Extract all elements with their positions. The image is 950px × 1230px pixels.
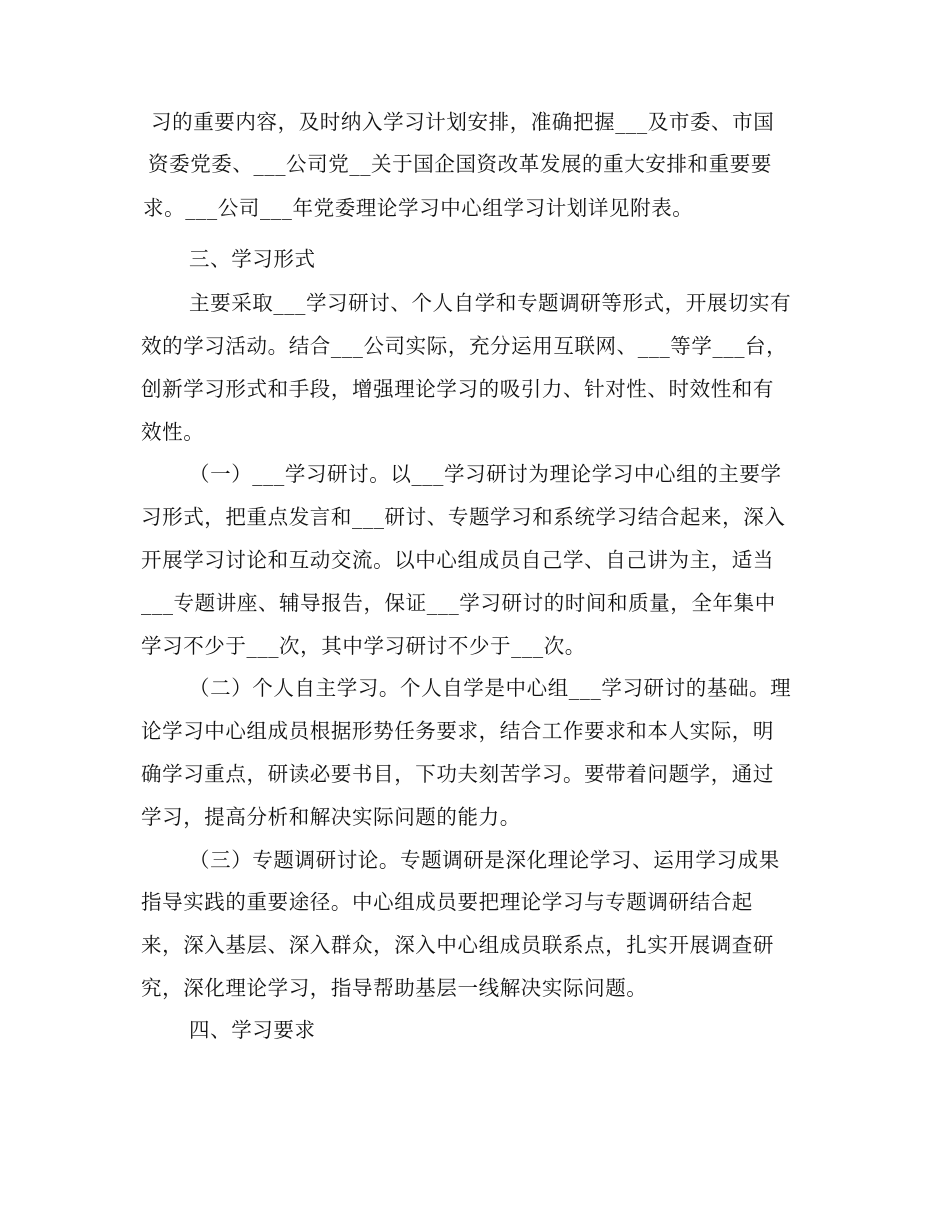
text-line: 主要采取___学习研讨、个人自学和专题调研等形式，开展切实有: [189, 291, 792, 315]
text-line: 求。___公司___年党委理论学习中心组学习计划详见附表。: [143, 196, 694, 220]
text-line: 习形式，把重点发言和___研讨、专题学习和系统学习结合起来，深入: [141, 505, 786, 529]
text-line: 确学习重点，研读必要书目，下功夫刻苦学习。要带着问题学，通过: [141, 762, 774, 786]
text-line: 学习不少于___次，其中学习研讨不少于___次。: [141, 634, 586, 658]
text-line: 资委党委、___公司党__关于国企国资改革发展的重大安排和重要要: [148, 152, 772, 176]
text-line: （二）个人自主学习。个人自学是中心组___学习研讨的基础。理: [189, 676, 792, 700]
text-line: （一）___学习研讨。以___学习研讨为理论学习中心组的主要学: [189, 462, 782, 486]
text-line: 指导实践的重要途径。中心组成员要把理论学习与专题调研结合起: [141, 890, 753, 914]
section-heading: 四、学习要求: [189, 1018, 316, 1042]
text-line: 来，深入基层、深入群众，深入中心组成员联系点，扎实开展调查研: [141, 933, 774, 957]
text-line: 究，深化理论学习，指导帮助基层一线解决实际问题。: [141, 976, 648, 1000]
text-line: 效的学习活动。结合___公司实际，充分运用互联网、___等学___台，: [141, 334, 788, 358]
text-line: 习的重要内容，及时纳入学习计划安排，准确把握___及市委、市国: [151, 110, 775, 134]
text-line: 论学习中心组成员根据形势任务要求，结合工作要求和本人实际，明: [141, 719, 774, 743]
text-line: 开展学习讨论和互动交流。以中心组成员自己学、自己讲为主，适当: [141, 548, 774, 572]
text-line: 创新学习形式和手段，增强理论学习的吸引力、针对性、时效性和有: [141, 377, 774, 401]
text-line: ___专题讲座、辅导报告，保证___学习研讨的时间和质量，全年集中: [141, 591, 776, 615]
text-line: （三）专题调研讨论。专题调研是深化理论学习、运用学习成果: [189, 848, 780, 872]
section-heading: 三、学习形式: [189, 247, 316, 271]
text-line: 学习，提高分析和解决实际问题的能力。: [141, 805, 521, 829]
text-line: 效性。: [141, 420, 205, 444]
